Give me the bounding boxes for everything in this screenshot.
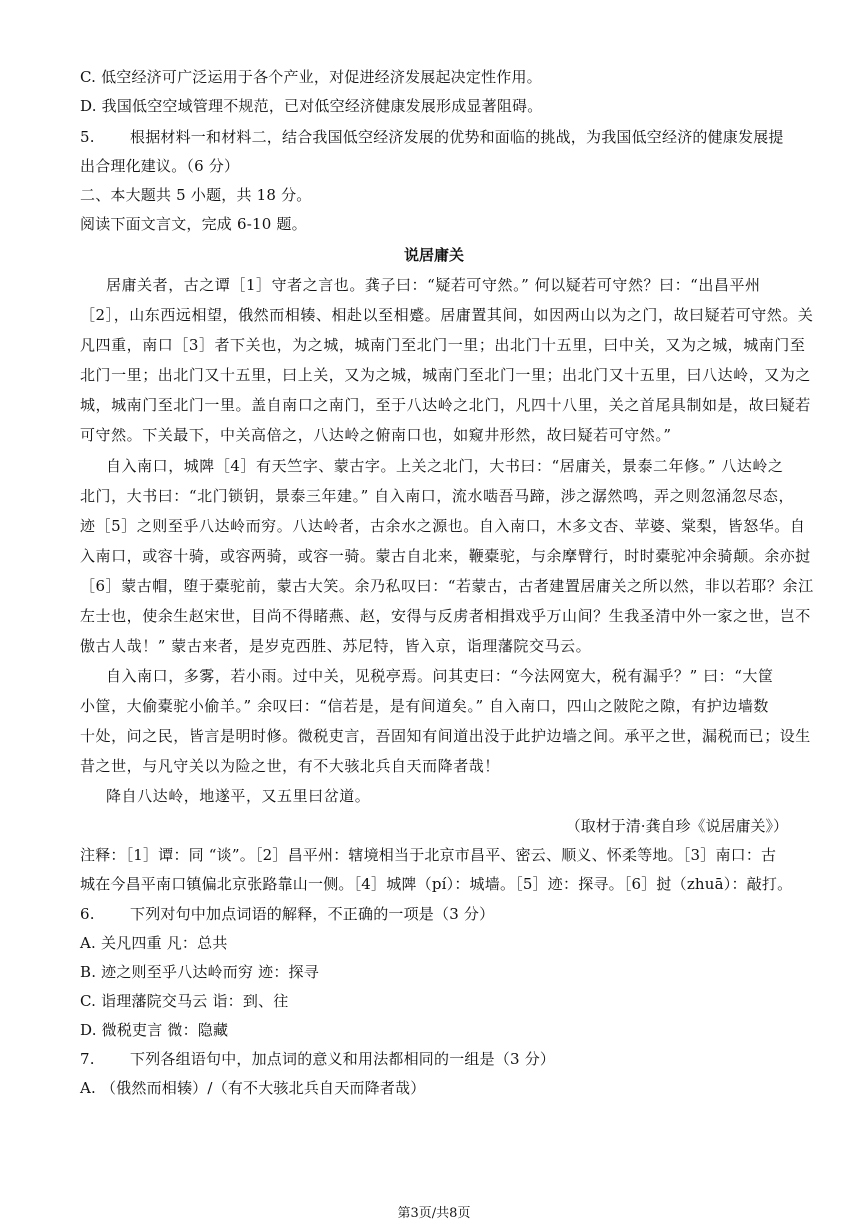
option-a: A. 关凡四重 凡：总共: [80, 934, 228, 952]
passage-line: 城，城南门至北门一里。盖自南口之南门，至于八达岭之北门，凡四十八里，关之首尾具制如是，故曰疑若: [80, 396, 811, 414]
passage-line: 可守然。下关最下，中关高倍之，八达岭之俯南口也，如窥井形然，故曰疑若可守然。”: [80, 426, 672, 444]
annotation-line: 城在今昌平南口镇偏北京张路靠山一侧。［4］城陴（pí）：城墙。［5］迹：探寻。［6］挝（zhuā）：敲打。: [80, 875, 793, 893]
passage-line: ［2］，山东西远相望，俄然而相辏、相赴以至相蹙。居庸置其间，如因两山以为之门，故曰疑若可守然。关: [80, 306, 814, 324]
reading-instruction: 阅读下面文言文，完成 6-10 题。: [80, 215, 307, 233]
passage-line: 自入南口，城陴［4］有天竺字、蒙古字。上关之北门，大书曰：“居庸关，景泰二年修。” 八达岭之: [106, 457, 784, 475]
passage-line: 降自八达岭，地遂平，又五里曰岔道。: [106, 787, 371, 805]
passage-line: 凡四重，南口［3］者下关也，为之城，城南门至北门一里；出北门十五里，曰中关，又为之城，城南门至: [80, 336, 806, 354]
passage-line: 自入南口，多雾，若小雨。过中关，见税亭焉。问其吏曰：“今法网宽大，税有漏乎？” 曰：“大筐: [106, 667, 774, 685]
option-b: B. 迹之则至乎八达岭而穷 迹：探寻: [80, 963, 319, 981]
passage-title: 说居庸关: [403, 246, 464, 264]
passage-line: 迹［5］之则至乎八达岭而穷。八达岭者，古余水之源也。自入南口，木多文杏、苹婆、棠梨，皆怒华。自: [80, 517, 806, 535]
option-a: A. （俄然而相辏）/（有不大骇北兵自天而降者哉）: [80, 1079, 426, 1097]
passage-line: 小筐，大偷橐驼小偷羊。” 余叹曰：“信若是，是有间道矣。” 自入南口，四山之陂陀之隙，有护边墙数: [80, 697, 769, 715]
question-7: [80, 1049, 795, 1069]
option-c: C. 诣理藩院交马云 诣：到、往: [80, 992, 289, 1010]
question-number: 5.: [80, 128, 95, 146]
question-5-cont: 出合理化建议。（6 分）: [80, 157, 240, 175]
page-number: 第3页/共8页: [397, 1206, 471, 1221]
question-5: [80, 127, 795, 147]
passage-source: （取材于清·龚自珍《说居庸关》）: [565, 817, 788, 835]
passage-line: 入南口，或容十骑，或容两骑，或容一骑。蒙古自北来，鞭橐驼，与余摩臂行，时时橐驼冲余骑颠。余亦挝: [80, 547, 811, 565]
passage-line: 十处，问之民，皆言是明时修。微税吏言，吾固知有间道出没于此护边墙之间。承平之世，漏税而已；设生: [80, 727, 811, 745]
question-number: 7.: [80, 1050, 95, 1068]
question-text: 下列各组语句中，加点词的意义和用法都相同的一组是（3 分）: [130, 1050, 556, 1068]
option-c-q4: C. 低空经济可广泛运用于各个产业，对促进经济发展起决定性作用。: [80, 68, 542, 86]
passage-line: 傲古人哉！” 蒙古来者，是岁克西胜、苏尼特，皆入京，诣理藩院交马云。: [80, 637, 592, 655]
passage-line: 昔之世，与凡守关以为险之世，有不大骇北兵自天而降者哉！: [80, 757, 500, 775]
passage-line: 北门一里；出北门又十五里，曰上关，又为之城，城南门至北门一里；出北门又十五里，曰八达岭，又为之: [80, 366, 811, 384]
question-6: [80, 904, 795, 924]
option-d: D. 微税吏言 微：隐藏: [80, 1021, 229, 1039]
question-number: 6.: [80, 905, 95, 923]
question-text: 根据材料一和材料二，结合我国低空经济发展的优势和面临的挑战，为我国低空经济的健康发展提: [130, 128, 784, 146]
passage-line: 左士也，使余生赵宋世，目尚不得睹燕、赵，安得与反虏者相揖戏乎万山间？生我圣清中外一家之世，岂不: [80, 607, 811, 625]
passage-line: 北门，大书曰：“北门锁钥，景泰三年建。” 自入南口，流水啮吾马蹄，涉之潺然鸣，弄之则忽涌忽尽态，: [80, 487, 795, 505]
passage-line: 居庸关者，古之谭［1］守者之言也。龚子曰：“疑若可守然。” 何以疑若可守然？曰：“出昌平州: [106, 276, 761, 294]
section-heading: 二、本大题共 5 小题，共 18 分。: [80, 186, 312, 204]
passage-line: ［6］蒙古帽，堕于橐驼前，蒙古大笑。余乃私叹曰：“若蒙古，古者建置居庸关之所以然，非以若耶？余江: [80, 577, 814, 595]
option-d-q4: D. 我国低空空域管理不规范，已对低空经济健康发展形成显著阻碍。: [80, 97, 543, 115]
question-text: 下列对句中加点词语的解释，不正确的一项是（3 分）: [130, 905, 495, 923]
annotation-line: 注释：［1］谭：同 “谈”。［2］昌平州：辖境相当于北京市昌平、密云、顺义、怀柔等地。［3］南口：古: [80, 846, 777, 864]
